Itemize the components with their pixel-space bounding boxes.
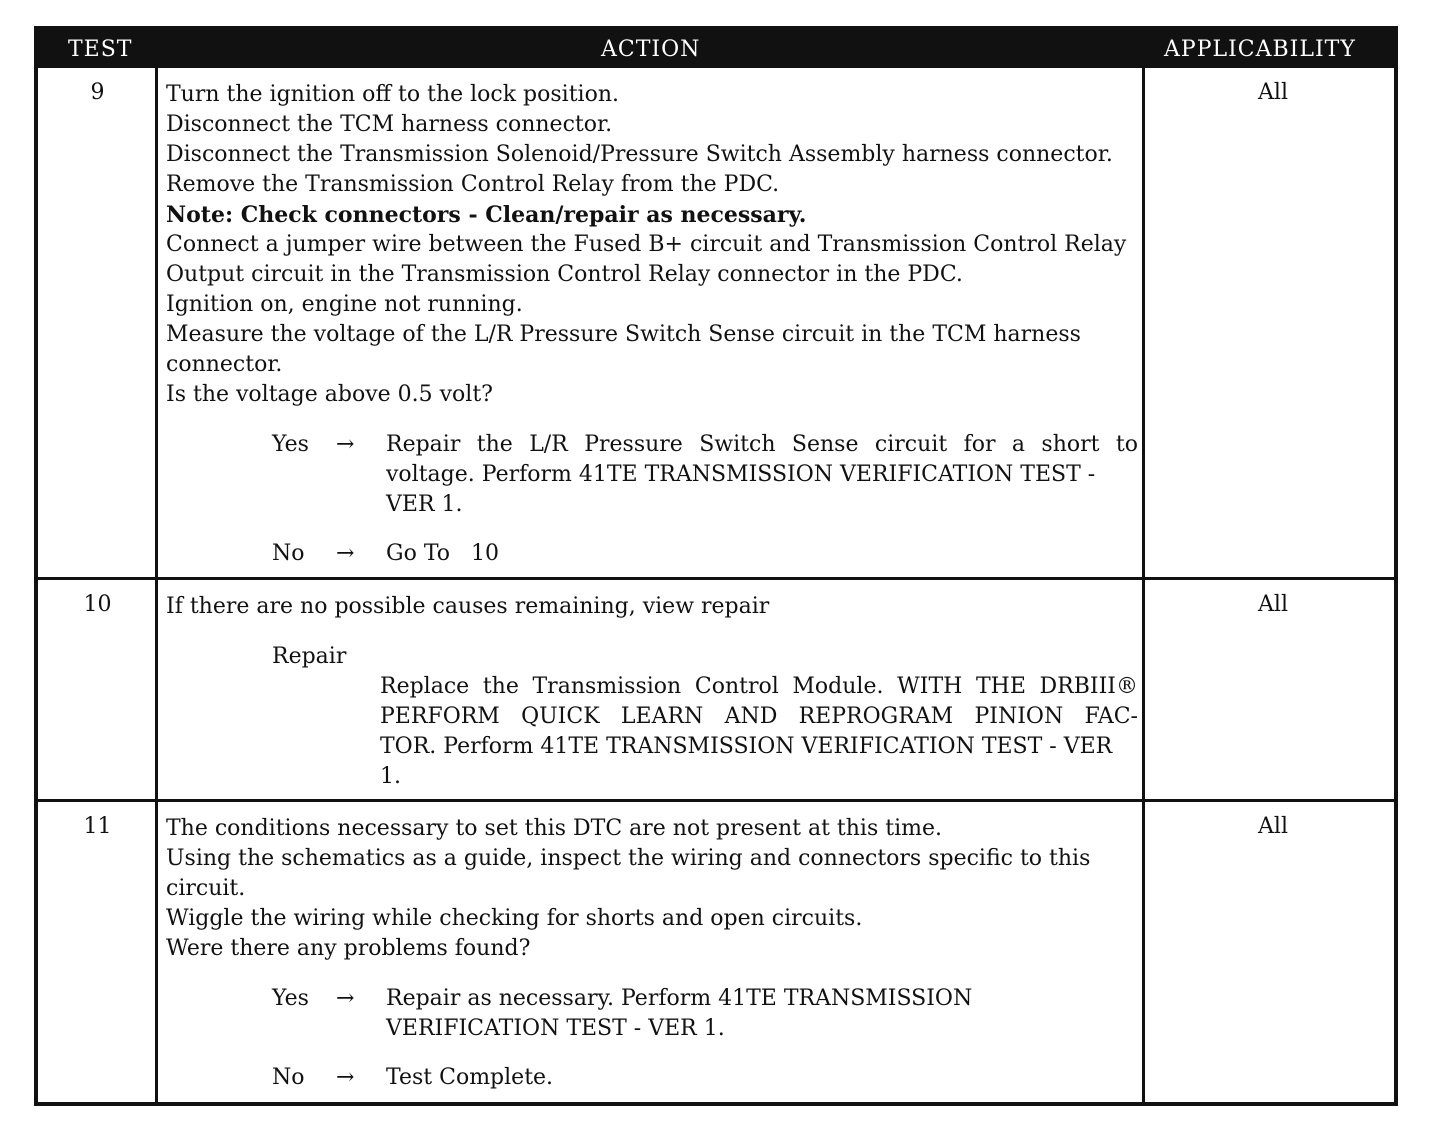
test-number: 11: [83, 814, 112, 839]
action-text: [166, 592, 1146, 622]
action-line: Using the schematics as a guide, inspect the wiring and connectors specific to this: [166, 846, 1091, 871]
note-line: Note: Check connectors - Clean/repair as necessary.: [166, 202, 807, 228]
response-line: Repair the L/R Pressure Switch Sense circuit for a short to: [386, 432, 1138, 457]
no-response: Go To 10: [386, 541, 499, 566]
diagnostic-test-table: [34, 26, 1398, 1106]
row-divider: [38, 799, 1394, 802]
action-line: Measure the voltage of the L/R Pressure Switch Sense circuit in the TCM harness: [166, 322, 1081, 347]
table-header: [38, 30, 1394, 68]
applicability-value: All: [1258, 592, 1288, 617]
yes-label: Yes: [272, 432, 309, 457]
action-line: Is the voltage above 0.5 volt?: [166, 382, 493, 407]
test-number: 9: [90, 80, 105, 105]
header-action: ACTION: [601, 37, 701, 62]
action-line: Output circuit in the Transmission Control Relay connector in the PDC.: [166, 262, 963, 287]
action-line: Disconnect the Transmission Solenoid/Pressure Switch Assembly harness connector.: [166, 142, 1113, 167]
repair-line: Replace the Transmission Control Module. WITH THE DRBIII®: [380, 674, 1138, 699]
action-line: Remove the Transmission Control Relay from the PDC.: [166, 172, 780, 197]
repair-line: Perform 41TE TRANSMISSION VERIFICATION TEST - VER 1.: [380, 734, 1113, 789]
action-text: [166, 814, 1146, 964]
arrow-icon: →: [336, 541, 355, 566]
action-line: The conditions necessary to set this DTC are not present at this time.: [166, 816, 942, 841]
no-response: Test Complete.: [386, 1065, 554, 1090]
row-divider: [38, 577, 1394, 580]
action-line: Turn the ignition off to the lock position.: [166, 82, 619, 107]
yes-response: [386, 984, 1138, 1044]
arrow-icon: →: [336, 1065, 355, 1090]
header-test: TEST: [68, 37, 133, 62]
response-line: Perform 41TE TRANSMISSION VERIFICATION TEST - VER 1.: [386, 986, 973, 1041]
action-line: Connect a jumper wire between the Fused B+ circuit and Transmission Control Relay: [166, 232, 1127, 257]
arrow-icon: →: [336, 432, 355, 457]
no-label: No: [272, 1065, 305, 1090]
action-line: If there are no possible causes remaining, view repair: [166, 594, 770, 619]
action-line: Wiggle the wiring while checking for shorts and open circuits.: [166, 906, 863, 931]
yes-label: Yes: [272, 986, 309, 1011]
response-line: voltage.: [386, 462, 475, 487]
arrow-icon: →: [336, 986, 355, 1011]
applicability-value: All: [1258, 80, 1288, 105]
action-line: Disconnect the TCM harness connector.: [166, 112, 613, 137]
test-number: 10: [83, 592, 112, 617]
action-text: [166, 80, 1141, 410]
repair-line: TOR.: [380, 734, 437, 759]
yes-response: [386, 430, 1138, 520]
repair-text: [380, 672, 1138, 792]
action-line: Ignition on, engine not running.: [166, 292, 523, 317]
action-line: Were there any problems found?: [166, 936, 531, 961]
header-applicability: APPLICABILITY: [1164, 37, 1356, 62]
repair-line: PERFORM QUICK LEARN AND REPROGRAM PINION FAC-: [380, 704, 1138, 729]
no-label: No: [272, 541, 305, 566]
response-line: Perform 41TE TRANSMISSION VERIFICATION TEST - VER 1.: [386, 462, 1096, 517]
column-divider: [155, 68, 158, 1102]
applicability-value: All: [1258, 814, 1288, 839]
response-line: Repair as necessary.: [386, 986, 614, 1011]
action-line: connector.: [166, 352, 283, 377]
action-line: circuit.: [166, 876, 246, 901]
repair-label: Repair: [272, 644, 347, 669]
